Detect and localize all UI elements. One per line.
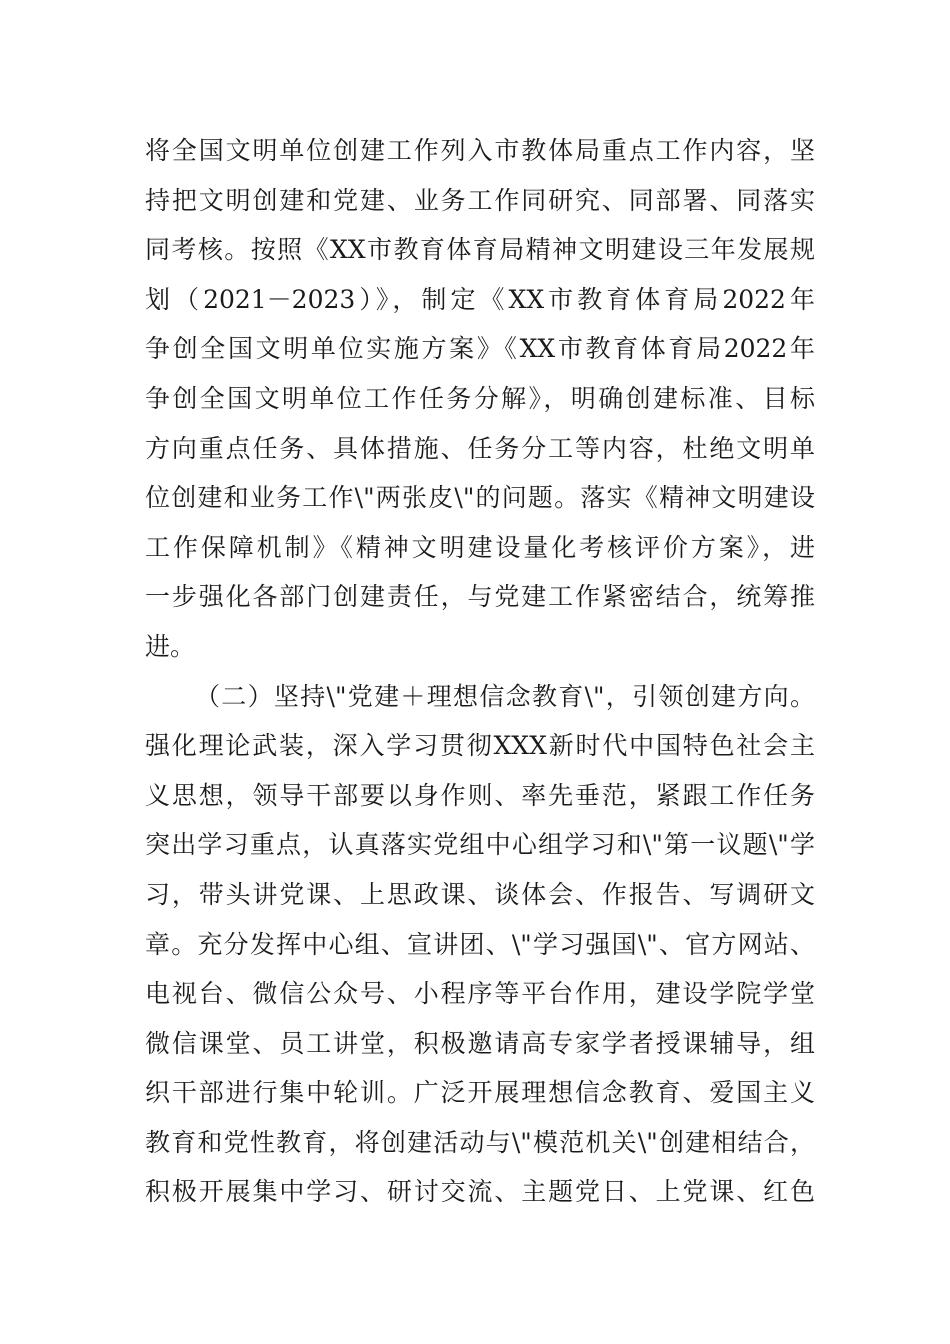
text-line: 强化理论武装，深入学习贯彻XXX新时代中国特色社会主 [145,731,815,761]
body-text [145,126,815,1217]
text-line: 织干部进行集中轮训。广泛开展理想信念教育、爱国主义 [145,1078,815,1108]
text-line: 同考核。按照《XX市教育体育局精神文明建设三年发展规 [145,235,815,265]
section-heading-line: （二）坚持\"党建＋理想信念教育\"，引领创建方向。 [195,681,815,711]
text-line: 将全国文明单位创建工作列入市教体局重点工作内容，坚 [145,136,815,165]
text-line: 习，带头讲党课、上思政课、谈体会、作报告、写调研文 [145,879,815,909]
text-line: 划（2021－2023）》，制定《XX市教育体育局2022年 [145,284,815,314]
text-line: 教育和党性教育，将创建活动与\"模范机关\"创建相结合， [145,1127,815,1157]
text-line: 义思想，领导干部要以身作则、率先垂范，紧跟工作任务 [145,780,815,810]
text-line: 电视台、微信公众号、小程序等平台作用，建设学院学堂 [145,979,815,1009]
text-line: 争创全国文明单位工作任务分解》，明确创建标准、目标 [145,383,815,413]
text-line: 突出学习重点，认真落实党组中心组学习和\"第一议题\"学 [145,830,815,860]
text-line: 争创全国文明单位实施方案》《XX市教育体育局2022年 [145,334,815,364]
text-line: 一步强化各部门创建责任，与党建工作紧密结合，统筹推 [145,582,815,612]
text-line: 微信课堂、员工讲堂，积极邀请高专家学者授课辅导，组 [145,1028,815,1058]
text-line: 位创建和业务工作\"两张皮\"的问题。落实《精神文明建设 [145,483,815,513]
text-line: 进。 [145,631,196,661]
text-line: 持把文明创建和党建、业务工作同研究、同部署、同落实 [145,185,815,215]
text-line: 方向重点任务、具体措施、任务分工等内容，杜绝文明单 [145,433,815,463]
text-line: 积极开展集中学习、研讨交流、主题党日、上党课、红色 [145,1177,815,1207]
text-line: 工作保障机制》《精神文明建设量化考核评价方案》，进 [145,532,815,562]
text-line: 章。充分发挥中心组、宣讲团、\"学习强国\"、官方网站、 [145,929,815,959]
